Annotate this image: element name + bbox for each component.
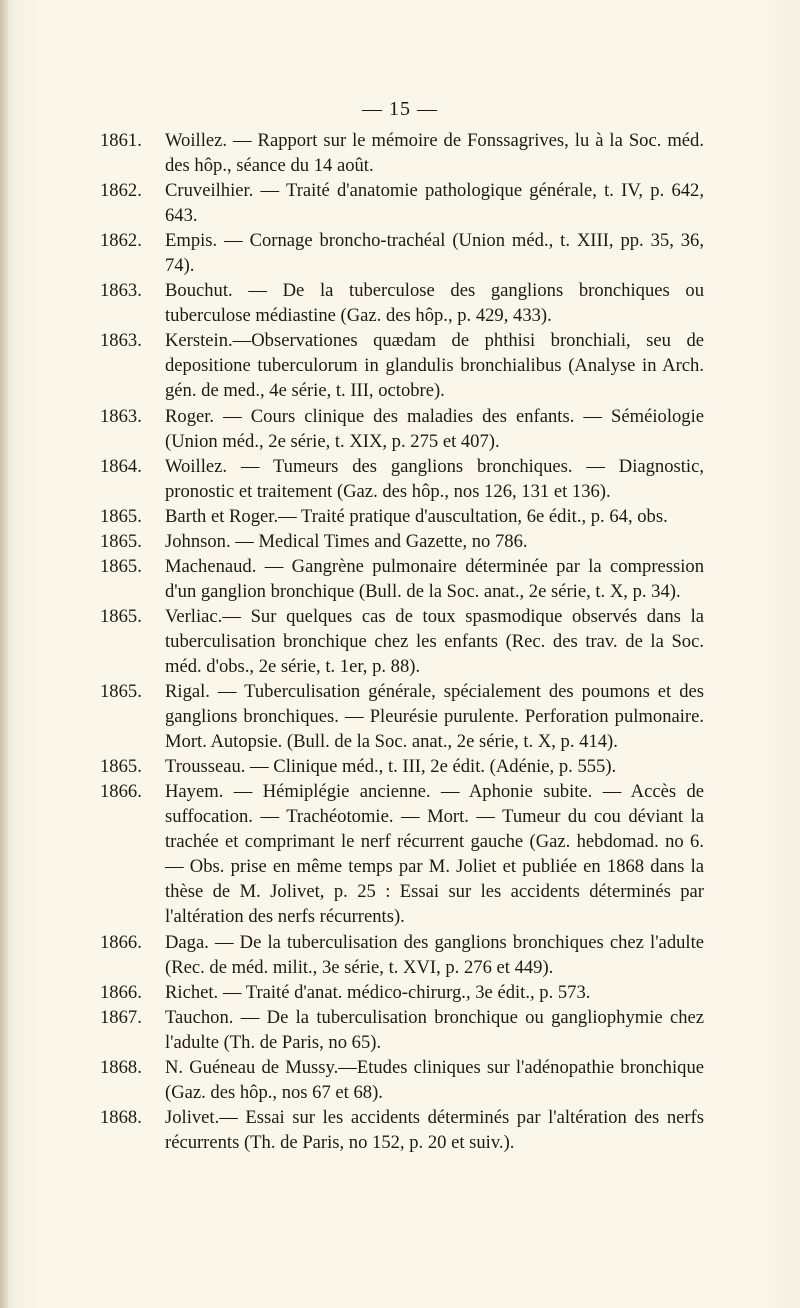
entry-year: 1866. (100, 981, 142, 1003)
entry-year: 1862. (100, 180, 142, 202)
entry-year: 1868. (100, 1106, 142, 1128)
entry-year: 1865. (100, 555, 142, 577)
entry-year: 1862. (100, 230, 142, 252)
entry-year: 1864. (100, 455, 142, 477)
bibliography-entry (100, 1105, 704, 1155)
entry-year: 1866. (100, 781, 142, 803)
entry-text: Hayem. — Hémiplégie ancienne. — Aphonie subite. — Accès de suffocation. — Trachéotomie. — Mort. — Tumeur du cou déviant la trachée et comprimant le nerf récurrent gauche (Gaz. hebdomad. no 6. — Obs. prise en même temps par M. Joliet et publiée en 1868 dans la thèse de M. Jolivet, p. 25 : Essai sur les accidents déterminés par l'altération des nerfs récurrents). (165, 781, 704, 928)
entry-year: 1865. (100, 681, 142, 703)
entry-text: Verliac.— Sur quelques cas de toux spasmodique observés dans la tuberculisation bronchique chez les enfants (Rec. des trav. de la Soc. méd. d'obs., 2e série, t. 1er, p. 88). (165, 605, 704, 677)
bibliography-entry (100, 679, 704, 754)
entry-year: 1863. (100, 280, 142, 302)
entry-year: 1867. (100, 1006, 142, 1028)
bibliography-entry (100, 554, 704, 604)
entry-text: Cruveilhier. — Traité d'anatomie pathologique générale, t. IV, p. 642, 643. (165, 180, 704, 227)
entry-text: Richet. — Traité d'anat. médico-chirurg., 3e édit., p. 573. (165, 981, 591, 1003)
page-number: — 15 — (362, 98, 438, 120)
bibliography-entry (100, 779, 704, 929)
bibliography-entry (100, 930, 704, 980)
entry-year: 1865. (100, 530, 142, 552)
bibliography-list (100, 128, 704, 1155)
bibliography-entry (100, 504, 704, 529)
entry-text: Empis. — Cornage broncho-trachéal (Union méd., t. XIII, pp. 35, 36, 74). (165, 230, 704, 277)
bibliography-entry (100, 454, 704, 504)
entry-text: Machenaud. — Gangrène pulmonaire déterminée par la compression d'un ganglion bronchique (Bull. de la Soc. anat., 2e série, t. X, p. 34). (165, 555, 704, 602)
entry-year: 1863. (100, 330, 142, 352)
page-binding-edge (0, 0, 8, 1308)
bibliography-entry (100, 278, 704, 328)
entry-year: 1863. (100, 405, 142, 427)
entry-text: Woillez. — Tumeurs des ganglions bronchiques. — Diagnostic, pronostic et traitement (Gaz. des hôp., nos 126, 131 et 136). (165, 455, 704, 502)
bibliography-entry (100, 328, 704, 403)
bibliography-entry (100, 980, 704, 1005)
entry-year: 1866. (100, 931, 142, 953)
entry-text: Tauchon. — De la tuberculisation bronchique ou gangliophymie chez l'adulte (Th. de Paris, no 65). (165, 1006, 704, 1053)
entry-text: Johnson. — Medical Times and Gazette, no 786. (165, 530, 528, 552)
bibliography-entry (100, 178, 704, 228)
entry-text: Barth et Roger.— Traité pratique d'auscultation, 6e édit., p. 64, obs. (165, 505, 668, 527)
bibliography-entry (100, 529, 704, 554)
bibliography-entry (100, 128, 704, 178)
bibliography-entry (100, 404, 704, 454)
entry-text: Daga. — De la tuberculisation des ganglions bronchiques chez l'adulte (Rec. de méd. milit., 3e série, t. XVI, p. 276 et 449). (165, 931, 704, 978)
entry-text: N. Guéneau de Mussy.—Etudes cliniques sur l'adénopathie bronchique (Gaz. des hôp., nos 67 et 68). (165, 1056, 704, 1103)
entry-text: Rigal. — Tuberculisation générale, spécialement des poumons et des ganglions bronchiques. — Pleurésie purulente. Perforation pulmonaire. Mort. Autopsie. (Bull. de la Soc. anat., 2e série, t. X, p. 414). (165, 681, 704, 753)
bibliography-entry (100, 1005, 704, 1055)
entry-year: 1865. (100, 605, 142, 627)
entry-text: Woillez. — Rapport sur le mémoire de Fonssagrives, lu à la Soc. méd. des hôp., séance du 14 août. (165, 130, 704, 177)
entry-year: 1868. (100, 1056, 142, 1078)
bibliography-entry (100, 754, 704, 779)
entry-year: 1861. (100, 130, 142, 151)
entry-text: Jolivet.— Essai sur les accidents déterminés par l'altération des nerfs récurrents (Th. de Paris, no 152, p. 20 et suiv.). (165, 1106, 704, 1153)
bibliography-entry (100, 1055, 704, 1105)
bibliography-entry (100, 228, 704, 278)
entry-text: Roger. — Cours clinique des maladies des enfants. — Séméiologie (Union méd., 2e série, t. XIX, p. 275 et 407). (165, 405, 704, 452)
entry-text: Kerstein.—Observationes quædam de phthisi bronchiali, seu de depositione tuberculorum in glandulis bronchialibus (Analyse in Arch. gén. de med., 4e série, t. III, octobre). (165, 330, 704, 402)
bibliography-entry (100, 604, 704, 679)
entry-text: Bouchut. — De la tuberculose des ganglions bronchiques ou tuberculose médiastine (Gaz. des hôp., p. 429, 433). (165, 280, 704, 327)
entry-year: 1865. (100, 505, 142, 527)
entry-text: Trousseau. — Clinique méd., t. III, 2e édit. (Adénie, p. 555). (165, 756, 617, 778)
entry-year: 1865. (100, 756, 142, 778)
